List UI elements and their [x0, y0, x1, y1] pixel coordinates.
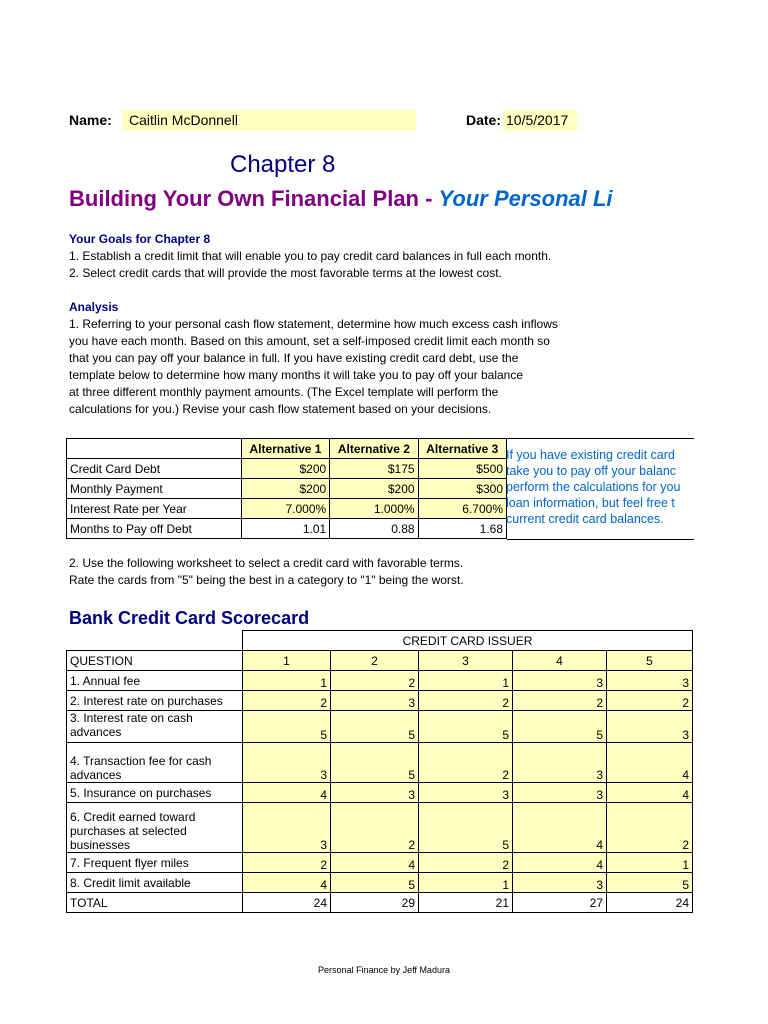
goal-item: 2. Select credit cards that will provide the most favorable terms at the lowest cost. — [69, 266, 502, 280]
rating-cell[interactable]: 2 — [419, 691, 513, 711]
total-cell: 27 — [513, 893, 607, 913]
note-text — [506, 447, 694, 527]
rating-cell[interactable]: 5 — [419, 711, 513, 743]
rating-cell[interactable]: 3 — [419, 783, 513, 803]
rating-cell[interactable]: 1 — [607, 853, 693, 873]
rating-cell[interactable]: 2 — [419, 743, 513, 783]
analysis-line: 1. Referring to your personal cash flow statement, determine how much excess cash inflows — [69, 317, 558, 331]
rating-cell[interactable]: 4 — [513, 853, 607, 873]
rating-cell[interactable]: 4 — [243, 783, 331, 803]
total-cell: 21 — [419, 893, 513, 913]
total-label: TOTAL — [67, 893, 243, 913]
headline-main: Building Your Own Financial Plan - — [69, 186, 439, 211]
rating-cell[interactable]: 2 — [513, 691, 607, 711]
value-cell[interactable]: $200 — [241, 479, 329, 499]
table-row — [67, 479, 507, 499]
value-cell[interactable]: 1.000% — [330, 499, 418, 519]
headline-italic: Your Personal Li — [438, 186, 613, 211]
rating-cell[interactable]: 4 — [243, 873, 331, 893]
question-cell — [67, 671, 243, 691]
scorecard-table — [66, 630, 693, 913]
rating-cell[interactable]: 5 — [331, 873, 419, 893]
question-line: purchases at selected — [70, 824, 187, 838]
value-cell[interactable]: $200 — [241, 459, 329, 479]
analysis-line: at three different monthly payment amounts. (The Excel template will perform the — [69, 385, 499, 399]
row-label: Interest Rate per Year — [67, 499, 242, 519]
value-cell[interactable]: $500 — [418, 459, 506, 479]
rating-cell[interactable]: 5 — [419, 803, 513, 853]
alt-header: Alternative 1 — [241, 439, 329, 459]
question-line: 8. Credit limit available — [70, 875, 191, 890]
rating-cell[interactable]: 3 — [513, 873, 607, 893]
question-line: advances — [70, 725, 122, 739]
chapter-title: Chapter 8 — [230, 151, 336, 178]
row-label: Months to Pay off Debt — [67, 519, 242, 539]
table-row — [67, 783, 693, 803]
table-header-row — [67, 439, 507, 459]
date-label: Date: — [466, 112, 502, 128]
issuer-number[interactable]: 5 — [607, 651, 693, 671]
computed-cell: 1.68 — [418, 519, 506, 539]
note-line: perform the calculations for you — [506, 480, 681, 494]
total-row — [67, 893, 693, 913]
question-cell — [67, 783, 243, 803]
table-row — [67, 459, 507, 479]
note-line: If you have existing credit card — [506, 448, 675, 462]
alt-header: Alternative 3 — [418, 439, 506, 459]
total-cell: 24 — [607, 893, 693, 913]
analysis-line: that you can pay off your balance in full. If you have existing credit card debt, use the — [69, 351, 519, 365]
rating-cell[interactable]: 2 — [331, 671, 419, 691]
rating-cell[interactable]: 3 — [243, 803, 331, 853]
note-line: loan information, but feel free t — [506, 496, 675, 510]
rating-cell[interactable]: 4 — [607, 743, 693, 783]
issuer-header-row — [67, 631, 693, 651]
table-row — [67, 499, 507, 519]
question-cell — [67, 873, 243, 893]
row-label: Monthly Payment — [67, 479, 242, 499]
rating-cell[interactable]: 3 — [331, 783, 419, 803]
issuer-header: CREDIT CARD ISSUER — [243, 631, 693, 651]
name-label: Name: — [69, 112, 112, 128]
value-cell[interactable]: 6.700% — [418, 499, 506, 519]
question-cell — [67, 711, 243, 743]
question-line: 3. Interest rate on cash — [70, 711, 193, 725]
worksheet-intro: 2. Use the following worksheet to select a credit card with favorable terms. — [69, 556, 464, 570]
goal-item: 1. Establish a credit limit that will enable you to pay credit card balances in full each month. — [69, 249, 552, 263]
page-footer: Personal Finance by Jeff Madura — [318, 965, 450, 975]
value-cell[interactable]: 7.000% — [241, 499, 329, 519]
rating-cell[interactable]: 3 — [607, 671, 693, 691]
table-row — [67, 691, 693, 711]
rating-cell[interactable]: 4 — [607, 783, 693, 803]
question-cell — [67, 743, 243, 783]
rating-cell[interactable]: 3 — [513, 671, 607, 691]
computed-cell: 0.88 — [330, 519, 418, 539]
goals-title: Your Goals for Chapter 8 — [69, 232, 211, 246]
value-cell[interactable]: $300 — [418, 479, 506, 499]
page-headline — [69, 186, 613, 212]
scorecard-title: Bank Credit Card Scorecard — [69, 608, 310, 628]
question-line: advances — [70, 768, 122, 782]
rating-cell[interactable]: 5 — [331, 743, 419, 783]
question-cell — [67, 691, 243, 711]
table-row — [67, 803, 693, 853]
question-line: 2. Interest rate on purchases — [70, 693, 223, 708]
column-header-row — [67, 651, 693, 671]
rating-cell[interactable]: 2 — [331, 803, 419, 853]
question-line: 4. Transaction fee for cash — [70, 754, 212, 768]
rating-cell[interactable]: 3 — [243, 743, 331, 783]
table-row — [67, 519, 507, 539]
issuer-number[interactable]: 1 — [243, 651, 331, 671]
rating-cell[interactable]: 1 — [243, 671, 331, 691]
rating-cell[interactable]: 5 — [607, 873, 693, 893]
question-line: businesses — [70, 838, 131, 852]
question-line: 1. Annual fee — [70, 673, 141, 688]
value-cell[interactable]: $200 — [330, 479, 418, 499]
corner-cell — [67, 439, 242, 459]
worksheet-intro: Rate the cards from "5" being the best in a category to "1" being the worst. — [69, 573, 464, 587]
note-line: take you to pay off your balanc — [506, 464, 677, 478]
question-line: 7. Frequent flyer miles — [70, 855, 189, 870]
analysis-line: calculations for you.) Revise your cash flow statement based on your decisions. — [69, 402, 492, 416]
question-cell — [67, 853, 243, 873]
analysis-line: you have each month. Based on this amount, set a self-imposed credit limit each month so — [69, 334, 550, 348]
table-row — [67, 743, 693, 783]
question-cell — [67, 803, 243, 853]
row-label: Credit Card Debt — [67, 459, 242, 479]
rating-cell[interactable]: 1 — [419, 671, 513, 691]
rating-cell[interactable]: 4 — [513, 803, 607, 853]
name-field[interactable]: Caitlin McDonnell — [122, 110, 416, 131]
question-header: QUESTION — [67, 651, 243, 671]
rating-cell[interactable]: 3 — [607, 711, 693, 743]
analysis-title: Analysis — [69, 300, 119, 314]
issuer-number[interactable]: 4 — [513, 651, 607, 671]
total-cell: 29 — [331, 893, 419, 913]
note-line: current credit card balances. — [506, 512, 664, 526]
value-cell[interactable]: $175 — [330, 459, 418, 479]
table-row — [67, 671, 693, 691]
question-line: 5. Insurance on purchases — [70, 785, 212, 800]
rating-cell[interactable]: 5 — [513, 711, 607, 743]
rating-cell[interactable]: 3 — [513, 743, 607, 783]
rating-cell[interactable]: 1 — [419, 873, 513, 893]
total-cell: 24 — [243, 893, 331, 913]
table-row — [67, 873, 693, 893]
table-row — [67, 711, 693, 743]
debt-alternatives-table — [66, 438, 507, 539]
date-field[interactable]: 10/5/2017 — [503, 110, 577, 131]
computed-cell: 1.01 — [241, 519, 329, 539]
table-row — [67, 853, 693, 873]
rating-cell[interactable]: 2 — [243, 691, 331, 711]
alt-header: Alternative 2 — [330, 439, 418, 459]
rating-cell[interactable]: 5 — [243, 711, 331, 743]
rating-cell[interactable]: 3 — [331, 691, 419, 711]
rating-cell[interactable]: 4 — [331, 853, 419, 873]
blank-cell — [67, 631, 243, 651]
question-line: 6. Credit earned toward — [70, 810, 196, 824]
rating-cell[interactable]: 3 — [513, 783, 607, 803]
issuer-number[interactable]: 2 — [331, 651, 419, 671]
rating-cell[interactable]: 2 — [243, 853, 331, 873]
rating-cell[interactable]: 2 — [607, 691, 693, 711]
rating-cell[interactable]: 2 — [607, 803, 693, 853]
issuer-number[interactable]: 3 — [419, 651, 513, 671]
analysis-line: template below to determine how many months it will take you to pay off your balance — [69, 368, 524, 382]
rating-cell[interactable]: 5 — [331, 711, 419, 743]
rating-cell[interactable]: 2 — [419, 853, 513, 873]
